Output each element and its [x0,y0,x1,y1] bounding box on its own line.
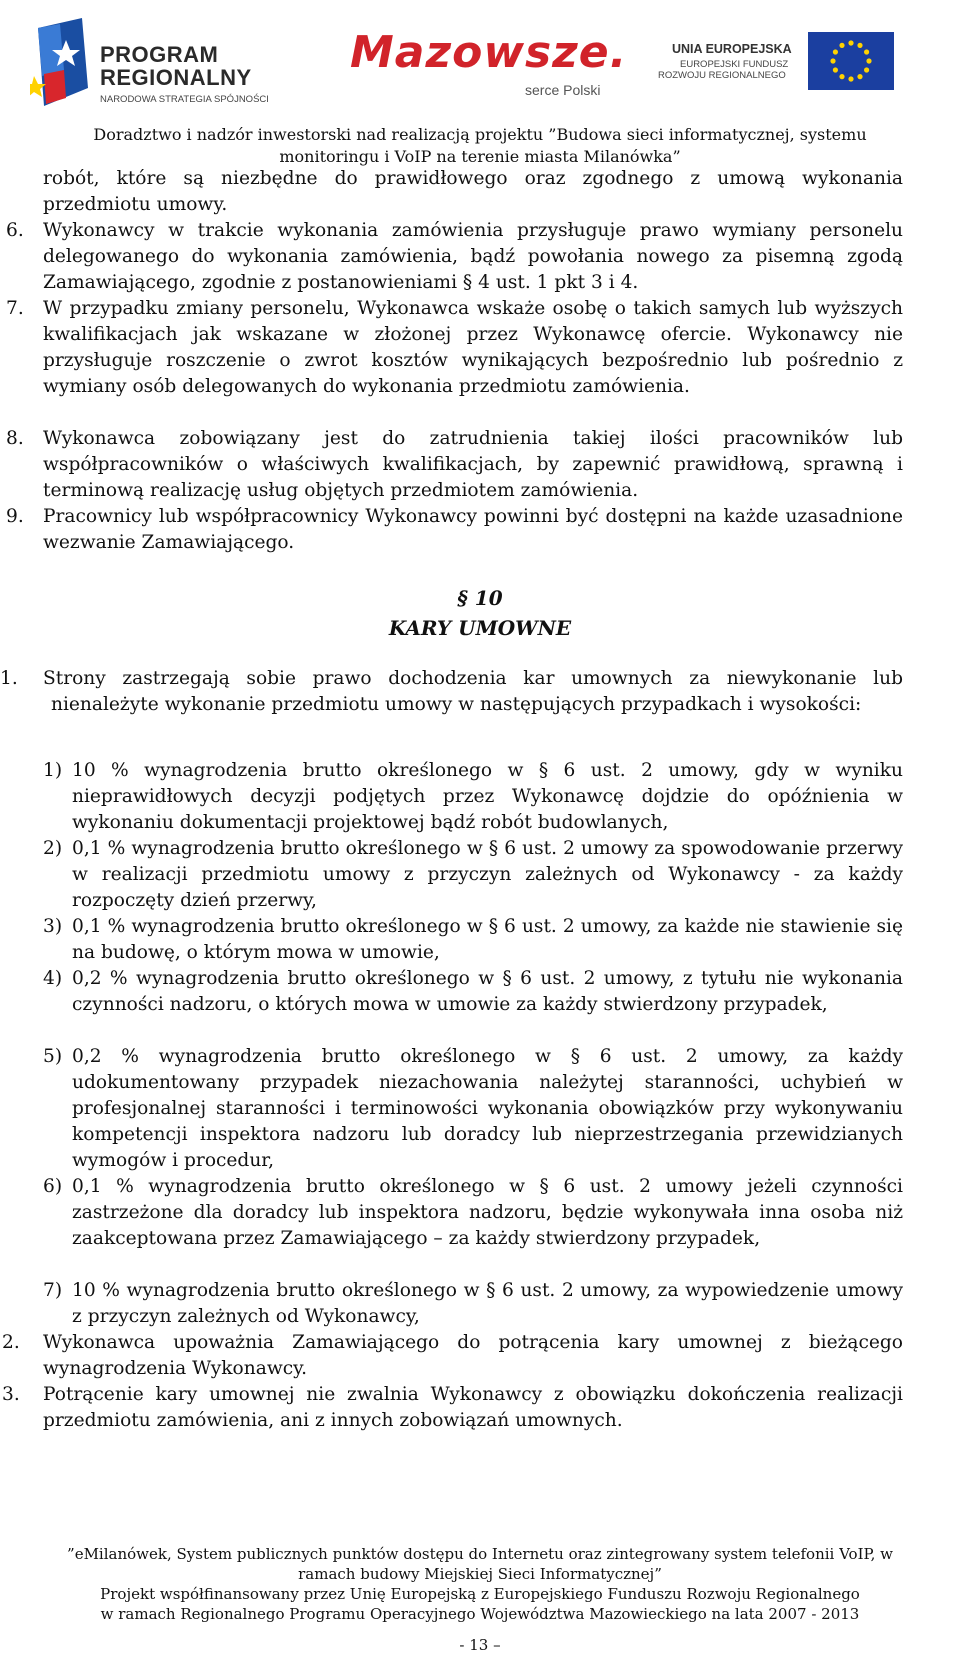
item-number: 6. [6,220,24,241]
footer-line4: w ramach Regionalnego Programu Operacyjnego Województwa Mazowieckiego na lata 2007 - 2013 [100,1605,860,1623]
penalty-text: 0,1 % wynagrodzenia brutto określonego w § 6 ust. 2 umowy za spowodowanie przerwy w realizacji przedmiotu umowy z przyczyn zależnych od Wykonawcy - za każdy rozpoczęty dzień przerwy, [72,838,903,911]
program-line1: PROGRAM [100,42,219,67]
clause-3 [0,1382,903,1434]
penalty-text: 0,2 % wynagrodzenia brutto określonego w § 6 ust. 2 umowy, za każdy udokumentowany przypadek niezachowania należytej staranności, uchybień w profesjonalnej staranności i terminowości wykonania obowiązków przy wykonywaniu kompetencji inspektora nadzoru lub doradcy lub nieprzestrzegania przewidzianych wymogów i procedur, [72,1046,903,1171]
program-regionalny-logo [30,18,310,108]
clause-text: Wykonawca upoważnia Zamawiającego do potrącenia kary umownej z bieżącego wynagrodzenia Wykonawcy. [43,1332,903,1379]
eu-flag-icon [808,32,894,90]
mazowsze-logo [340,20,640,110]
clause-number: 1. [0,668,18,689]
penalty-6 [0,1174,903,1252]
item-number: 9. [6,506,24,527]
penalty-text: 0,1 % wynagrodzenia brutto określonego w § 6 ust. 2 umowy jeżeli czynności zastrzeżone dla doradcy lub inspektora nadzoru, będzie wykonywała inna osoba niż zaakceptowana przez Zamawiającego – za każdy stwierdzony przypadek, [72,1176,903,1249]
penalty-2 [0,836,903,914]
document-header [0,124,960,168]
penalty-4 [0,966,903,1018]
item-text: Pracownicy lub współpracownicy Wykonawcy powinni być dostępni na każde uzasadnione wezwanie Zamawiającego. [43,506,903,553]
mazowsze-tagline: serce Polski [525,82,601,98]
program-line3: NARODOWA STRATEGIA SPÓJNOŚCI [100,94,269,105]
penalty-text: 10 % wynagrodzenia brutto określonego w § 6 ust. 2 umowy, za wypowiedzenie umowy z przyczyn zależnych od Wykonawcy, [72,1280,903,1327]
penalty-7 [0,1278,903,1330]
penalty-number: 4) [43,968,63,989]
list-item-6 [0,218,903,296]
eu-line3: ROZWOJU REGIONALNEGO [658,70,786,81]
list-item-8 [0,426,903,504]
clause-number: 3. [2,1384,20,1405]
program-regionalny-emblem-icon [30,18,92,108]
item-text: Wykonawcy w trakcie wykonania zamówienia przysługuje prawo wymiany personelu delegowanego do wykonania zamówienia, bądź powołania nowego za pisemną zgodą Zamawiającego, zgodnie z postanowieniami § 4 ust. 1 pkt 3 i 4. [43,220,903,293]
penalty-1 [0,758,903,836]
list-item-9 [0,504,903,556]
footer-line2: ramach budowy Miejskiej Sieci Informatycznej” [298,1565,662,1583]
penalty-text: 10 % wynagrodzenia brutto określonego w § 6 ust. 2 umowy, gdy w wyniku nieprawidłowych decyzji podjętych przez Wykonawcę dojdzie do opóźnienia w wykonaniu dokumentacji projektowej bądź robót budowlanych, [72,760,903,833]
page-footer [0,1544,960,1624]
penalty-number: 5) [43,1046,63,1067]
eu-line2: EUROPEJSKI FUNDUSZ [680,59,789,70]
mazowsze-wordmark: Mazowsze. [350,27,628,78]
footer-line1: ”eMilanówek, System publicznych punktów dostępu do Internetu oraz zintegrowany system telefonii VoIP, w [67,1545,893,1563]
clause-text: Strony zastrzegają sobie prawo dochodzenia kar umownych za niewykonanie lub nienależyte wykonanie przedmiotu umowy w następujących przypadkach i wysokości: [43,668,903,715]
penalty-number: 2) [43,838,63,859]
penalty-number: 1) [43,760,63,781]
eu-logo [658,28,948,98]
item-text: W przypadku zmiany personelu, Wykonawca wskaże osobę o takich samych lub wyższych kwalifikacjach jak wskazane w złożonej przez Wykonawcę ofercie. Wykonawcy nie przysługuje roszczenie o zwrot kosztów wynikających bezpośrednio lub pośrednio z wymiany osób delegowanych do wykonania przedmiotu zamówienia. [43,298,903,397]
header-line2: monitoringu i VoIP na terenie miasta Milanówka” [279,147,681,166]
section-title: KARY UMOWNE [388,616,572,640]
section-number: § 10 [457,586,503,610]
clause-number: 2. [2,1332,20,1353]
penalty-text: 0,2 % wynagrodzenia brutto określonego w § 6 ust. 2 umowy, z tytułu nie wykonania czynności nadzoru, o których mowa w umowie za każdy stwierdzony przypadek, [72,968,903,1015]
continuation-paragraph: robót, które są niezbędne do prawidłowego oraz zgodnego z umową wykonania przedmiotu umowy. [43,168,903,215]
penalty-text: 0,1 % wynagrodzenia brutto określonego w § 6 ust. 2 umowy, za każde nie stawienie się na budowę, o którym mowa w umowie, [72,916,903,963]
item-number: 8. [6,428,24,449]
item-text: Wykonawca zobowiązany jest do zatrudnienia takiej ilości pracowników lub współpracowników o właściwych kwalifikacjach, by zapewnić prawidłową, sprawną i terminową realizację usług objętych przedmiotem zamówienia. [43,428,903,501]
page-number: - 13 – [459,1636,501,1654]
list-item-7 [0,296,903,400]
header-logos [0,0,960,120]
penalty-5 [0,1044,903,1174]
program-line2: REGIONALNY [100,65,252,90]
item-number: 7. [6,298,24,319]
footer-line3: Projekt współfinansowany przez Unię Europejską z Europejskiego Funduszu Rozwoju Regionalnego [100,1585,860,1603]
eu-line1: UNIA EUROPEJSKA [672,42,792,56]
clause-1 [0,666,903,718]
penalty-number: 7) [43,1280,63,1301]
penalty-number: 6) [43,1176,63,1197]
penalty-3 [0,914,903,966]
penalty-number: 3) [43,916,63,937]
header-line1: Doradztwo i nadzór inwestorski nad realizacją projektu ”Budowa sieci informatycznej, systemu [93,125,867,144]
clause-text: Potrącenie kary umownej nie zwalnia Wykonawcy z obowiązku dokończenia realizacji przedmiotu zamówienia, ani z innych zobowiązań umownych. [43,1384,903,1431]
clause-2 [0,1330,903,1382]
